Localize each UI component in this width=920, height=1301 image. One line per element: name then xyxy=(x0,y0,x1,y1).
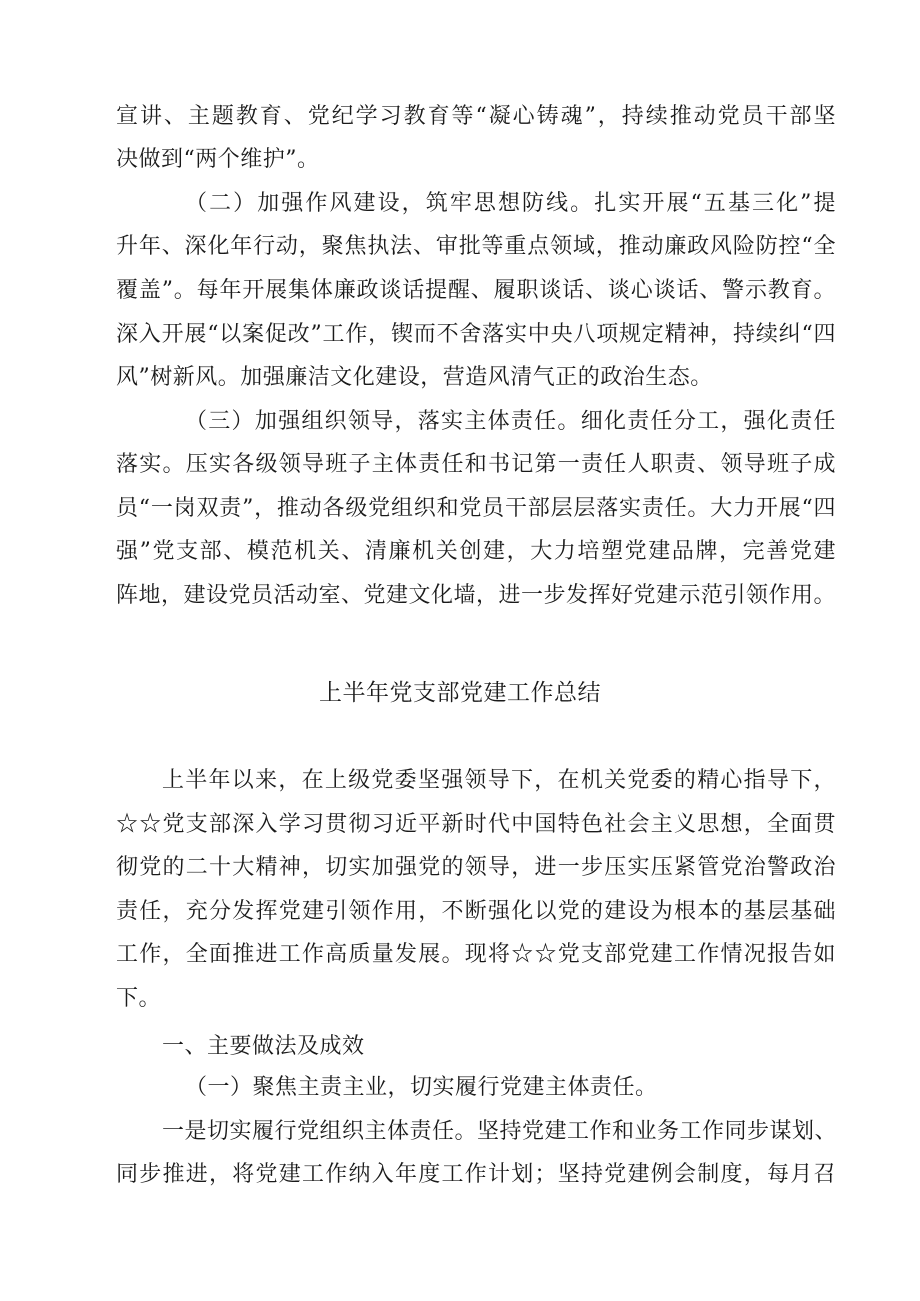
paragraph-line: 升年、深化年行动，聚焦执法、审批等重点领域，推动廉政风险防控“全 xyxy=(116,234,836,259)
document-title: 上半年党支部党建工作总结 xyxy=(319,680,601,706)
paragraph-line: 决做到“两个维护”。 xyxy=(116,147,320,172)
subsection-heading: （一）聚焦主责主业，切实履行党建主体责任。 xyxy=(185,1075,658,1100)
paragraph-line: 阵地，建设党员活动室、党建文化墙，进一步发挥好党建示范引领作用。 xyxy=(116,583,837,608)
paragraph-line: 工作，全面推进工作高质量发展。现将☆☆党支部党建工作情况报告如 xyxy=(116,942,836,967)
paragraph-line: 强”党支部、模范机关、清廉机关创建，大力培塑党建品牌，完善党建 xyxy=(116,539,836,564)
paragraph-line: 上半年以来，在上级党委坚强领导下，在机关党委的精心指导下， xyxy=(162,768,836,793)
paragraph-line: （二）加强作风建设，筑牢思想防线。扎实开展“五基三化”提 xyxy=(185,191,836,216)
paragraph-line: 宣讲、主题教育、党纪学习教育等“凝心铸魂”，持续推动党员干部坚 xyxy=(116,104,836,129)
paragraph-line: 一是切实履行党组织主体责任。坚持党建工作和业务工作同步谋划、 xyxy=(162,1119,838,1144)
paragraph-line: 落实。压实各级领导班子主体责任和书记第一责任人职责、领导班子成 xyxy=(116,452,836,477)
paragraph-line: 同步推进，将党建工作纳入年度工作计划；坚持党建例会制度，每月召 xyxy=(116,1162,836,1187)
paragraph-line: 彻党的二十大精神，切实加强党的领导，进一步压实压紧管党治警政治 xyxy=(116,855,836,880)
paragraph-line: （三）加强组织领导，落实主体责任。细化责任分工，强化责任 xyxy=(185,409,836,434)
section-heading: 一、主要做法及成效 xyxy=(162,1034,365,1059)
paragraph-line: 风”树新风。加强廉洁文化建设，营造风清气正的政治生态。 xyxy=(116,365,713,390)
paragraph-line: 责任，充分发挥党建引领作用，不断强化以党的建设为根本的基层基础 xyxy=(116,899,836,924)
paragraph-line: 员“一岗双责”，推动各级党组织和党员干部层层落实责任。大力开展“四 xyxy=(116,496,836,521)
paragraph-line: 下。 xyxy=(116,986,162,1011)
paragraph-line: 深入开展“以案促改”工作，锲而不舍落实中央八项规定精神，持续纠“四 xyxy=(116,322,836,347)
paragraph-line: ☆☆党支部深入学习贯彻习近平新时代中国特色社会主义思想，全面贯 xyxy=(116,812,836,837)
paragraph-line: 覆盖”。每年开展集体廉政谈话提醒、履职谈话、谈心谈话、警示教育。 xyxy=(116,278,836,303)
